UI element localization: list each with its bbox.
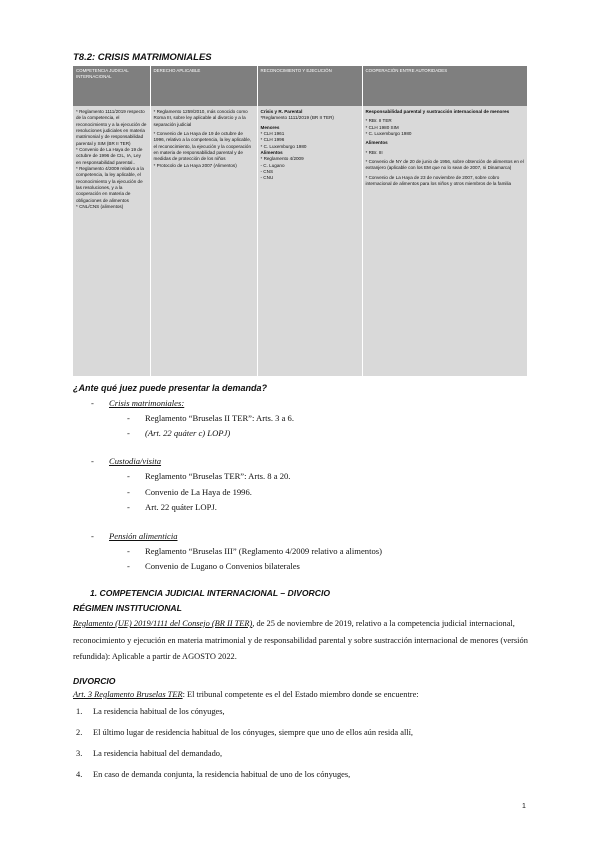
cell-text: * Reglamento 4/2009 relativo a la competencia, la ley aplicable, el reconocimiento y la ejecución de las resoluciones, y a la cooperación en materia de obligaciones de alimentos xyxy=(76,165,144,203)
cell-text: - CNS xyxy=(260,168,274,174)
cell-text: * RBr. III xyxy=(365,149,383,155)
list-item: (Art. 22 quáter c) LOPJ) xyxy=(145,428,231,438)
list-item: Reglamento “Bruselas TER”: Arts. 8 a 20. xyxy=(145,471,291,481)
list-dash: - xyxy=(127,502,130,512)
summary-table xyxy=(73,66,527,376)
list-dash: - xyxy=(127,471,130,481)
paragraph-text: , de 25 de noviembre de 2019, relativo a la competencia judicial internacional, reconocimiento y ejecución en materia matrimonial y de responsabilidad parental y sobre sustracción internacional de menores (versión refundida): Aplicable a partir de AGOSTO 2022. xyxy=(73,619,528,661)
list-number: 1. xyxy=(76,707,83,716)
list-number: 3. xyxy=(76,749,83,758)
list-item: Convenio de Lugano o Convenios bilaterales xyxy=(145,561,300,571)
list-dash: - xyxy=(91,531,94,541)
list-dash: - xyxy=(91,398,94,408)
page-number: 1 xyxy=(522,803,526,810)
list-dash: - xyxy=(127,487,130,497)
cell-text: * CLH 1996 xyxy=(260,137,285,143)
cell-text: - C. Lugano xyxy=(260,162,285,168)
cell-text: * RBr. II TER xyxy=(365,118,392,124)
article-text: : El tribunal competente es el del Estado miembro donde se encuentre: xyxy=(182,690,419,699)
list-dash: - xyxy=(127,413,130,423)
question-heading: ¿Ante qué juez puede presentar la demanda? xyxy=(73,383,268,393)
list-item: Convenio de La Haya de 1996. xyxy=(145,487,252,497)
list-item: Art. 22 quáter LOPJ. xyxy=(145,502,217,512)
cell-text: Menores xyxy=(260,124,280,130)
cell-text: * Convenio de NY de 20 de junio de 1956, sobre obtención de alimentos en el extranjero (aplicable con los EM que no lo sean de 2007, ni Dinamarca) xyxy=(365,158,524,171)
cell-cooperacion xyxy=(362,106,527,376)
list-number: 2. xyxy=(76,728,83,737)
header-competencia: COMPETENCIA JUDICIAL INTERNACIONAL xyxy=(73,66,150,106)
cell-text: Crisis y R. Parental xyxy=(260,109,303,114)
article-line xyxy=(73,690,419,699)
cell-text: Alimentos xyxy=(260,149,283,155)
list-item: La residencia habitual de los cónyuges, xyxy=(93,707,225,716)
section-label-crisis: Crisis matrimoniales: xyxy=(109,398,185,408)
header-reconocimiento: RECONOCIMIENTO Y EJECUCIÓN xyxy=(257,66,362,106)
cell-reconocimiento xyxy=(257,106,362,376)
list-item: En caso de demanda conjunta, la residencia habitual de uno de los cónyuges, xyxy=(93,770,351,779)
cell-text: - CNU xyxy=(260,175,274,181)
header-derecho-aplicable: DERECHO APLICABLE xyxy=(150,66,257,106)
list-item: Reglamento “Bruselas III” (Reglamento 4/2009 relativo a alimentos) xyxy=(145,546,382,556)
list-dash: - xyxy=(127,546,130,556)
list-dash: - xyxy=(127,561,130,571)
header-cooperacion: COOPERACIÓN ENTRE AUTORIDADES xyxy=(362,66,527,106)
section-label-custodia: Custodia/visita xyxy=(109,456,162,466)
subsection-heading: RÉGIMEN INSTITUCIONAL xyxy=(73,603,182,613)
paragraph xyxy=(73,616,528,666)
cell-text: * Convenio de La Haya de 23 de noviembre de 2007, sobre cobro internacional de alimentos para los niños y otros miembros de la familia xyxy=(365,174,512,186)
cell-text: * C. Luxemburgo 1980 xyxy=(365,130,412,136)
section-heading: 1. COMPETENCIA JUDICIAL INTERNACIONAL – DIVORCIO xyxy=(90,588,331,598)
list-item: El último lugar de residencia habitual de los cónyuges, siempre que uno de ellos aún resida allí, xyxy=(93,728,414,737)
list-item: La residencia habitual del demandado, xyxy=(93,749,223,758)
cell-derecho-aplicable xyxy=(150,106,257,376)
list-number: 4. xyxy=(76,770,83,779)
subsection-heading-divorcio: DIVORCIO xyxy=(73,676,116,686)
cell-text: * CLH 1980 SIM xyxy=(365,124,399,130)
cell-text: * Convenio de La Haya de 19 de octubre de 1996, relativo a la competencia, la ley aplicable, el reconocimiento, la ejecución y la cooperación en materia de responsabilidad parental y de medidas de protección de los niños xyxy=(153,130,252,162)
cell-text: * C. Luxemburgo 1980 xyxy=(260,143,307,149)
cell-text: *Reglamento 1111/2019 (BR II TER) xyxy=(260,115,334,121)
cell-text: Alimentos xyxy=(365,140,388,146)
list-dash: - xyxy=(91,456,94,466)
cell-text: * Reglamento 1259/2010, más conocido como Roma III, sobre ley aplicable al divorcio y a la separación judicial xyxy=(153,109,248,127)
cell-text: * Convenio de La Haya de 19 de octubre de 1996 de CIL, IA, Ley en responsabilidad parental.. xyxy=(76,146,143,165)
cell-competencia xyxy=(73,106,150,376)
cell-text: * Reglamento 1111/2019 respecto de la competencia, el reconocimiento y a la ejecución de resoluciones judiciales en materia matrimonial y de responsabilidad parental y SIM (BR II TER) xyxy=(76,109,147,146)
cell-text: * Reglamento 4/2009 xyxy=(260,156,304,162)
list-item: Reglamento “Bruselas II TER”: Arts. 3 a 6. xyxy=(145,413,295,423)
section-label-pension: Pensión alimenticia xyxy=(109,531,178,541)
cell-text: * Protocolo de La Haya 2007 (Alimentos) xyxy=(153,162,237,168)
cell-text: * CLH 1961 xyxy=(260,130,285,136)
list-dash: - xyxy=(127,428,130,438)
table-row xyxy=(73,106,527,376)
page-title: T8.2: CRISIS MATRIMONIALES xyxy=(73,52,212,63)
cell-text: * CNL/CNS (alimentos) xyxy=(76,203,124,209)
article-reference: Art. 3 Reglamento Bruselas TER xyxy=(73,690,183,699)
reglamento-reference: Reglamento (UE) 2019/1111 del Consejo (BR II TER) xyxy=(73,619,253,628)
cell-text: Responsabilidad parental y sustracción internacional de menores xyxy=(365,109,510,114)
table-header-row xyxy=(73,66,527,106)
